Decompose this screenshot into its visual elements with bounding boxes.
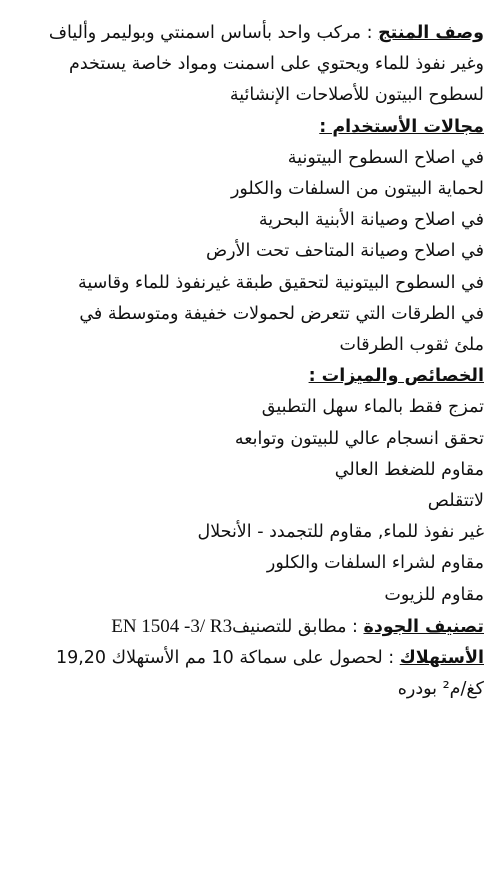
consumption-unit-line: كغ/م² بودره	[397, 679, 484, 700]
description-text-1: مركب واحد بأساس اسمنتي وبوليمر وألياف	[48, 23, 362, 43]
uses-item: في اصلاح وصيانة المتاحف تحت الأرض	[205, 241, 484, 262]
uses-item: لحماية البيتون من السلفات والكلور	[230, 179, 484, 200]
features-item: لاتتقلص	[427, 491, 484, 512]
features-heading: الخصائص والميزات :	[308, 366, 484, 387]
uses-item: ملئ ثقوب الطرقات	[339, 335, 484, 356]
uses-item: في اصلاح وصيانة الأبنية البحرية	[258, 210, 484, 231]
description-separator: :	[361, 23, 379, 43]
quality-standard: EN 1504 -3/ R3	[111, 615, 233, 637]
features-item: مقاوم للزيوت	[384, 584, 484, 605]
quality-line	[14, 611, 484, 643]
quality-separator: :	[346, 616, 364, 637]
consumption-separator: :	[382, 648, 400, 669]
uses-item: في السطوح البيتونية لتحقيق طبقة غيرنفوذ للماء وقاسية	[77, 272, 484, 293]
description-line-2: وغير نفوذ للماء ويحتوي على اسمنت ومواد خاصة يستخدم	[69, 54, 484, 75]
consumption-label: الأستهلاك	[399, 648, 484, 669]
quality-label: تصنيف الجودة	[363, 616, 484, 637]
description-line-3: لسطوح البيتون للأصلاحات الإنشائية	[229, 85, 484, 106]
features-item: غير نفوذ للماء, مقاوم للتجمدد - الأنحلال	[197, 522, 484, 543]
uses-item: في الطرقات التي تتعرض لحمولات خفيفة ومتوسطة في	[79, 303, 484, 324]
quality-text: مطابق للتصنيف	[232, 616, 347, 637]
description-line-1	[14, 18, 484, 49]
uses-item: في اصلاح السطوح البيتونية	[287, 147, 484, 168]
features-item: تحقق انسجام عالي للبيتون وتوابعه	[234, 428, 484, 449]
features-item: مقاوم للضغط العالي	[334, 459, 484, 480]
uses-heading: مجالات الأستخدام :	[319, 116, 484, 137]
product-datasheet	[14, 18, 484, 705]
features-item: مقاوم لشراء السلفات والكلور	[266, 553, 484, 574]
description-label: وصف المنتج	[378, 23, 484, 43]
consumption-text: لحصول على سماكة 10 مم الأستهلاك 19,20	[55, 648, 383, 669]
consumption-line	[14, 643, 484, 674]
features-item: تمزج فقط بالماء سهل التطبيق	[261, 397, 484, 418]
